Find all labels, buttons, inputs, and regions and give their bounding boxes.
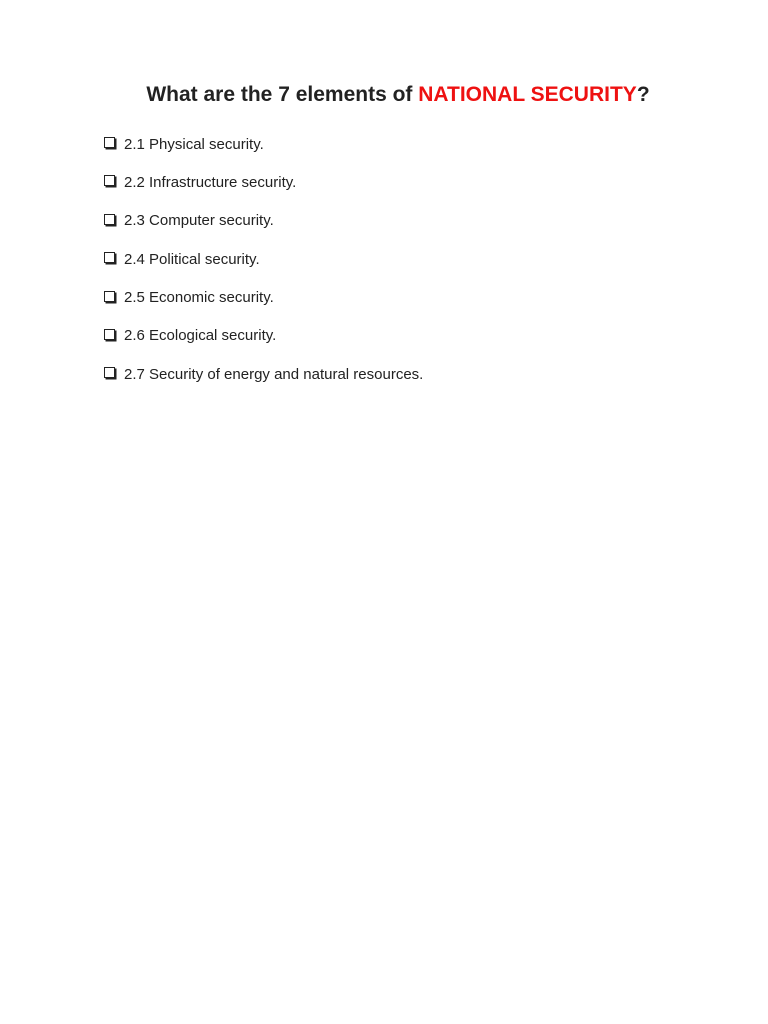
checkbox-icon xyxy=(104,329,115,340)
title-highlight: NATIONAL SECURITY xyxy=(418,83,637,106)
list-item xyxy=(104,211,423,231)
title-suffix: ? xyxy=(636,83,650,106)
page-title xyxy=(0,81,768,109)
title-prefix: What are the 7 elements of xyxy=(146,83,419,106)
list-item-label: 2.2 Infrastructure security. xyxy=(124,173,297,191)
list-item xyxy=(104,288,423,308)
list-item xyxy=(104,326,423,346)
list-item-label: 2.6 Ecological security. xyxy=(124,327,277,345)
checkbox-icon xyxy=(104,367,115,378)
checkbox-icon xyxy=(104,175,115,186)
list-item xyxy=(104,249,423,269)
elements-list xyxy=(104,134,423,403)
checkbox-icon xyxy=(104,137,115,148)
list-item-label: 2.1 Physical security. xyxy=(124,135,264,153)
checkbox-icon xyxy=(104,291,115,302)
checkbox-icon xyxy=(104,214,115,225)
checkbox-icon xyxy=(104,252,115,263)
list-item-label: 2.5 Economic security. xyxy=(124,289,274,307)
list-item-label: 2.4 Political security. xyxy=(124,250,260,268)
list-item-label: 2.3 Computer security. xyxy=(124,212,274,230)
list-item xyxy=(104,134,423,154)
list-item-label: 2.7 Security of energy and natural resources. xyxy=(124,365,424,383)
list-item xyxy=(104,172,423,192)
list-item xyxy=(104,364,423,384)
